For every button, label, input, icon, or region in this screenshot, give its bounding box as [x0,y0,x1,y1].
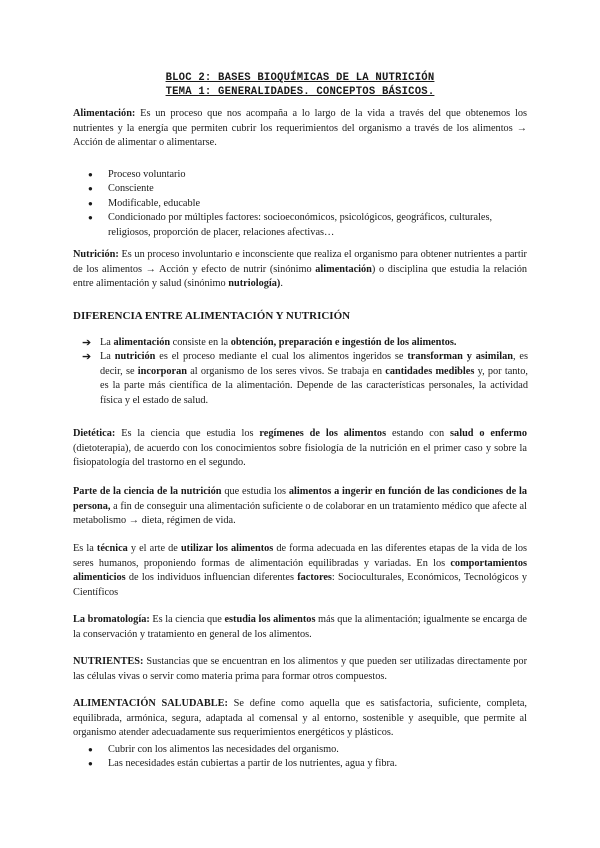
nutrientes-paragraph: NUTRIENTES: Sustancias que se encuentran en los alimentos y que pueden ser utilizadas directamente por las células vivas o servir como materia prima para formar otros compuestos. [73,656,527,682]
parte-paragraph: Parte de la ciencia de la nutrición que estudia los alimentos a ingerir en función de las condiciones de la persona, a fin de conseguir una alimentación suficiente o de colaborar en un tratamiento médico que afecte al metabolismo → dieta, régimen de vida. [73,486,527,527]
list-item: ● Las necesidades están cubiertas a partir de los nutrientes, agua y fibra. [88,757,528,771]
list-item: ● Modificable, educable [88,197,528,211]
list-item: ● Condicionado por múltiples factores: socioeconómicos, psicológicos, geográficos, culturales, religiosos, proporción de placer, relaciones afectivas… [88,212,493,238]
bloc-title: BLOC 2: BASES BIOQUÍMICAS DE LA NUTRICIÓN [165,72,435,84]
bullet-icon: ● [88,745,93,754]
nutrientes-term: NUTRIENTES: [73,656,144,668]
bullet-icon: ● [88,198,93,208]
dietetica-paragraph: Dietética: Es la ciencia que estudia los regímenes de los alimentos estando con salud o enfermo (dietoterapia), de acuerdo con los conocimientos sobre fisiología de la nutrición en el primer caso y sobre la fisiopatología del trastorno en el segundo. [73,428,528,469]
bullet-icon: ● [88,213,93,223]
list-item: ● Proceso voluntario [88,168,528,182]
alimentacion-text: Es un proceso que nos acompaña a lo largo de la vida a través del que obtenemos los nutrientes y la energía que permiten cubrir los requerimientos del organismo a través de los alimentos → Acción de alimentar o alimentarse. [73,108,527,149]
bromatologia-paragraph: La bromatología: Es la ciencia que estudia los alimentos más que la alimentación; igualmente se encarga de la conservación y tratamiento en general de los alimentos. [73,614,527,640]
bromatologia-term: La bromatología: [73,614,150,626]
list-item: ➔ La nutrición es el proceso mediante el cual los alimentos ingeridos se transforman y asimilan, es decir, se incorporan al organismo de los seres vivos. Se trabaja en cantidades medibles y, por tanto, es la parte más científica de la alimentación. Depende de las características personales, la actividad física y el estado de salud. [82,351,529,406]
bullet-icon: ● [88,184,93,194]
saludable-term: ALIMENTACIÓN SALUDABLE: [73,698,228,710]
arrow-icon: ➔ [82,337,92,349]
alimentacion-list [88,168,528,240]
nutricion-term: Nutrición: [73,249,119,261]
diferencia-heading: DIFERENCIA ENTRE ALIMENTACIÓN Y NUTRICIÓN [73,310,351,322]
dietetica-term: Dietética: [73,428,116,440]
diferencia-list [82,336,528,408]
list-item: ➔ La alimentación consiste en la obtención, preparación e ingestión de los alimentos. [82,337,457,349]
arrow-icon: ➔ [82,351,92,364]
list-item: ● Cubrir con los alimentos las necesidades del organismo. [88,743,528,757]
tema-title: TEMA 1: GENERALIDADES. CONCEPTOS BÁSICOS. [165,86,435,98]
nutricion-paragraph: Nutrición: Es un proceso involuntario e inconsciente que realiza el organismo para obtener nutrientes a partir de los alimentos → Acción y efecto de nutrir (sinónimo alimentación) o disciplina que estudia la relación entre alimentación y salud (sinónimo nutriología). [73,249,527,290]
list-item: ● Consciente [88,182,528,196]
bullet-icon: ● [88,170,93,179]
tecnica-paragraph: Es la técnica y el arte de utilizar los alimentos de forma adecuada en las diferentes etapas de la vida de los seres humanos, proponiendo formas de alimentación equilibradas y variadas. En los comportamientos alimenticios de los individuos influencian diferentes factores: Socioculturales, Económicos, Tecnológicos y Científicos [73,543,527,598]
saludable-paragraph: ALIMENTACIÓN SALUDABLE: Se define como aquella que es satisfactoria, suficiente, completa, equilibrada, armónica, segura, adaptada al comensal y al entorno, sostenible y asequible, que permite al organismo atender adecuadamente sus requerimientos energéticos y plásticos. [73,698,527,739]
alimentacion-term: Alimentación: [73,108,136,120]
alimentacion-paragraph [73,107,527,150]
saludable-list [88,743,528,772]
bullet-icon: ● [88,759,93,769]
